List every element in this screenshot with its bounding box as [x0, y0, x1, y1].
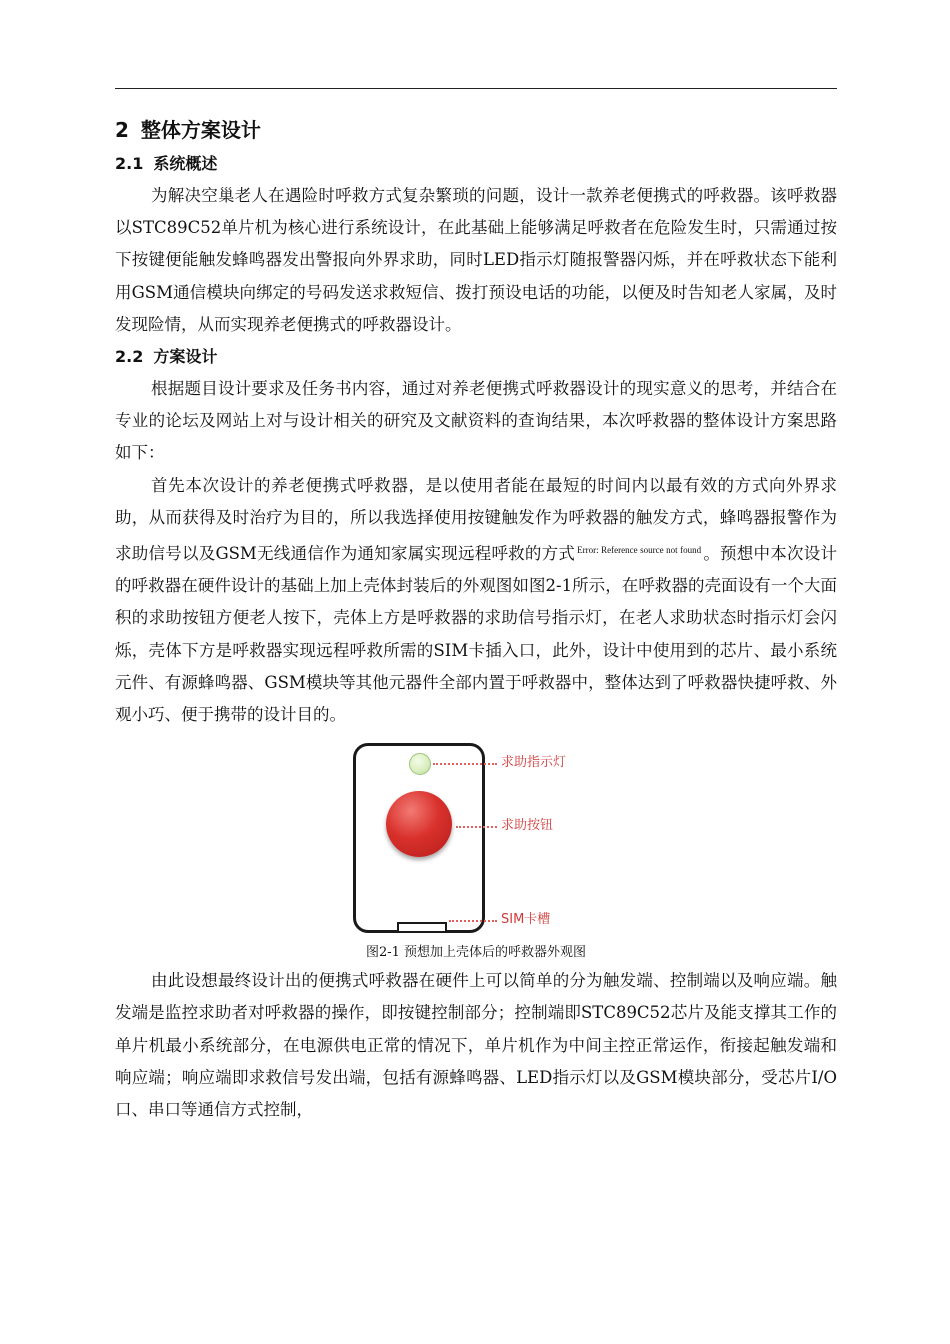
reference-error: Error: Reference source not found — [577, 545, 702, 556]
figure-caption: 图2-1 预想加上壳体后的呼救器外观图 — [365, 945, 587, 961]
section-title: 方案设计 — [153, 347, 218, 367]
callout-leader — [456, 826, 497, 828]
callout-leader — [449, 920, 497, 922]
paragraph-hardware: 由此设想最终设计出的便携式呼救器在硬件上可以简单的分为触发端、控制端以及响应端。触发端是监控求助者对呼救器的操作，即按键控制部分；控制端即STC89C52芯片及能支撑其工作的单片机最小系统部分，在电源供电正常的情况下，单片机作为中间主控正常运作，衔接起触发端和响应端；响应端即求救信号发出端，包括有源蜂鸣器、LED指示灯以及GSM模块部分，受芯片I/O口、串口等通信方式控制， — [115, 971, 837, 1120]
sim-slot-icon — [397, 922, 447, 933]
header-rule — [115, 88, 837, 89]
section-number: 2.1 — [115, 154, 144, 173]
section-title: 系统概述 — [153, 154, 218, 173]
document-page — [115, 112, 837, 1126]
paragraph-text: 首先本次设计的养老便携式呼救器，是以使用者能在最短的时间内以最有效的方式向外界求助，从而获得及时治疗为目的，所以我选择使用按键触发作为呼救器的触发方式，蜂鸣器报警作为求助信号以及GSM无线通信作为通知家属实现远程呼救的方式 — [115, 475, 837, 564]
chapter-number: 2 — [115, 118, 129, 142]
section-number: 2.2 — [115, 347, 144, 367]
paragraph-text: 。预想中本次设计的呼救器在硬件设计的基础上加上壳体封装后的外观图如图2-1所示，在呼救器的壳面设有一个大面积的求助按钮方便老人按下，壳体上方是呼救器的求助信号指示灯，在老人求助状态时指示灯会闪烁，壳体下方是呼救器实现远程呼救所需的SIM卡插入口，此外，设计中使用到的芯片、最小系统元件、有源蜂鸣器、GSM模块等其他元器件全部内置于呼救器中，整体达到了呼救器快捷呼救、外观小巧、便于携带的设计目的。 — [115, 544, 838, 725]
paragraph-design-intro: 根据题目设计要求及任务书内容，通过对养老便携式呼救器设计的现实意义的思考，并结合在专业的论坛及网站上对与设计相关的研究及文献资料的查询结果，本次呼救器的整体设计方案思路如下： — [115, 379, 837, 463]
chapter-heading — [115, 112, 837, 148]
callout-sim: SIM卡槽 — [501, 912, 551, 928]
section-heading-overview — [115, 148, 837, 180]
figure-device — [115, 739, 837, 965]
paragraph-overview: 为解决空巢老人在遇险时呼救方式复杂繁琐的问题，设计一款养老便携式的呼救器。该呼救器以STC89C52单片机为核心进行系统设计，在此基础上能够满足呼救者在危险发生时，只需通过按下按键便能触发蜂鸣器发出警报向外界求助，同时LED指示灯随报警器闪烁，并在呼救状态下能利用GSM通信模块向绑定的号码发送求救短信、拨打预设电话的功能，以便及时告知老人家属，及时发现险情，从而实现养老便携式的呼救器设计。 — [115, 186, 837, 334]
callout-led: 求助指示灯 — [501, 755, 567, 771]
help-button-icon — [386, 791, 452, 857]
paragraph-design-detail — [115, 470, 837, 732]
callout-leader — [433, 763, 497, 765]
section-heading-design — [115, 341, 837, 373]
callout-button: 求助按钮 — [501, 818, 554, 834]
chapter-title: 整体方案设计 — [140, 118, 261, 142]
